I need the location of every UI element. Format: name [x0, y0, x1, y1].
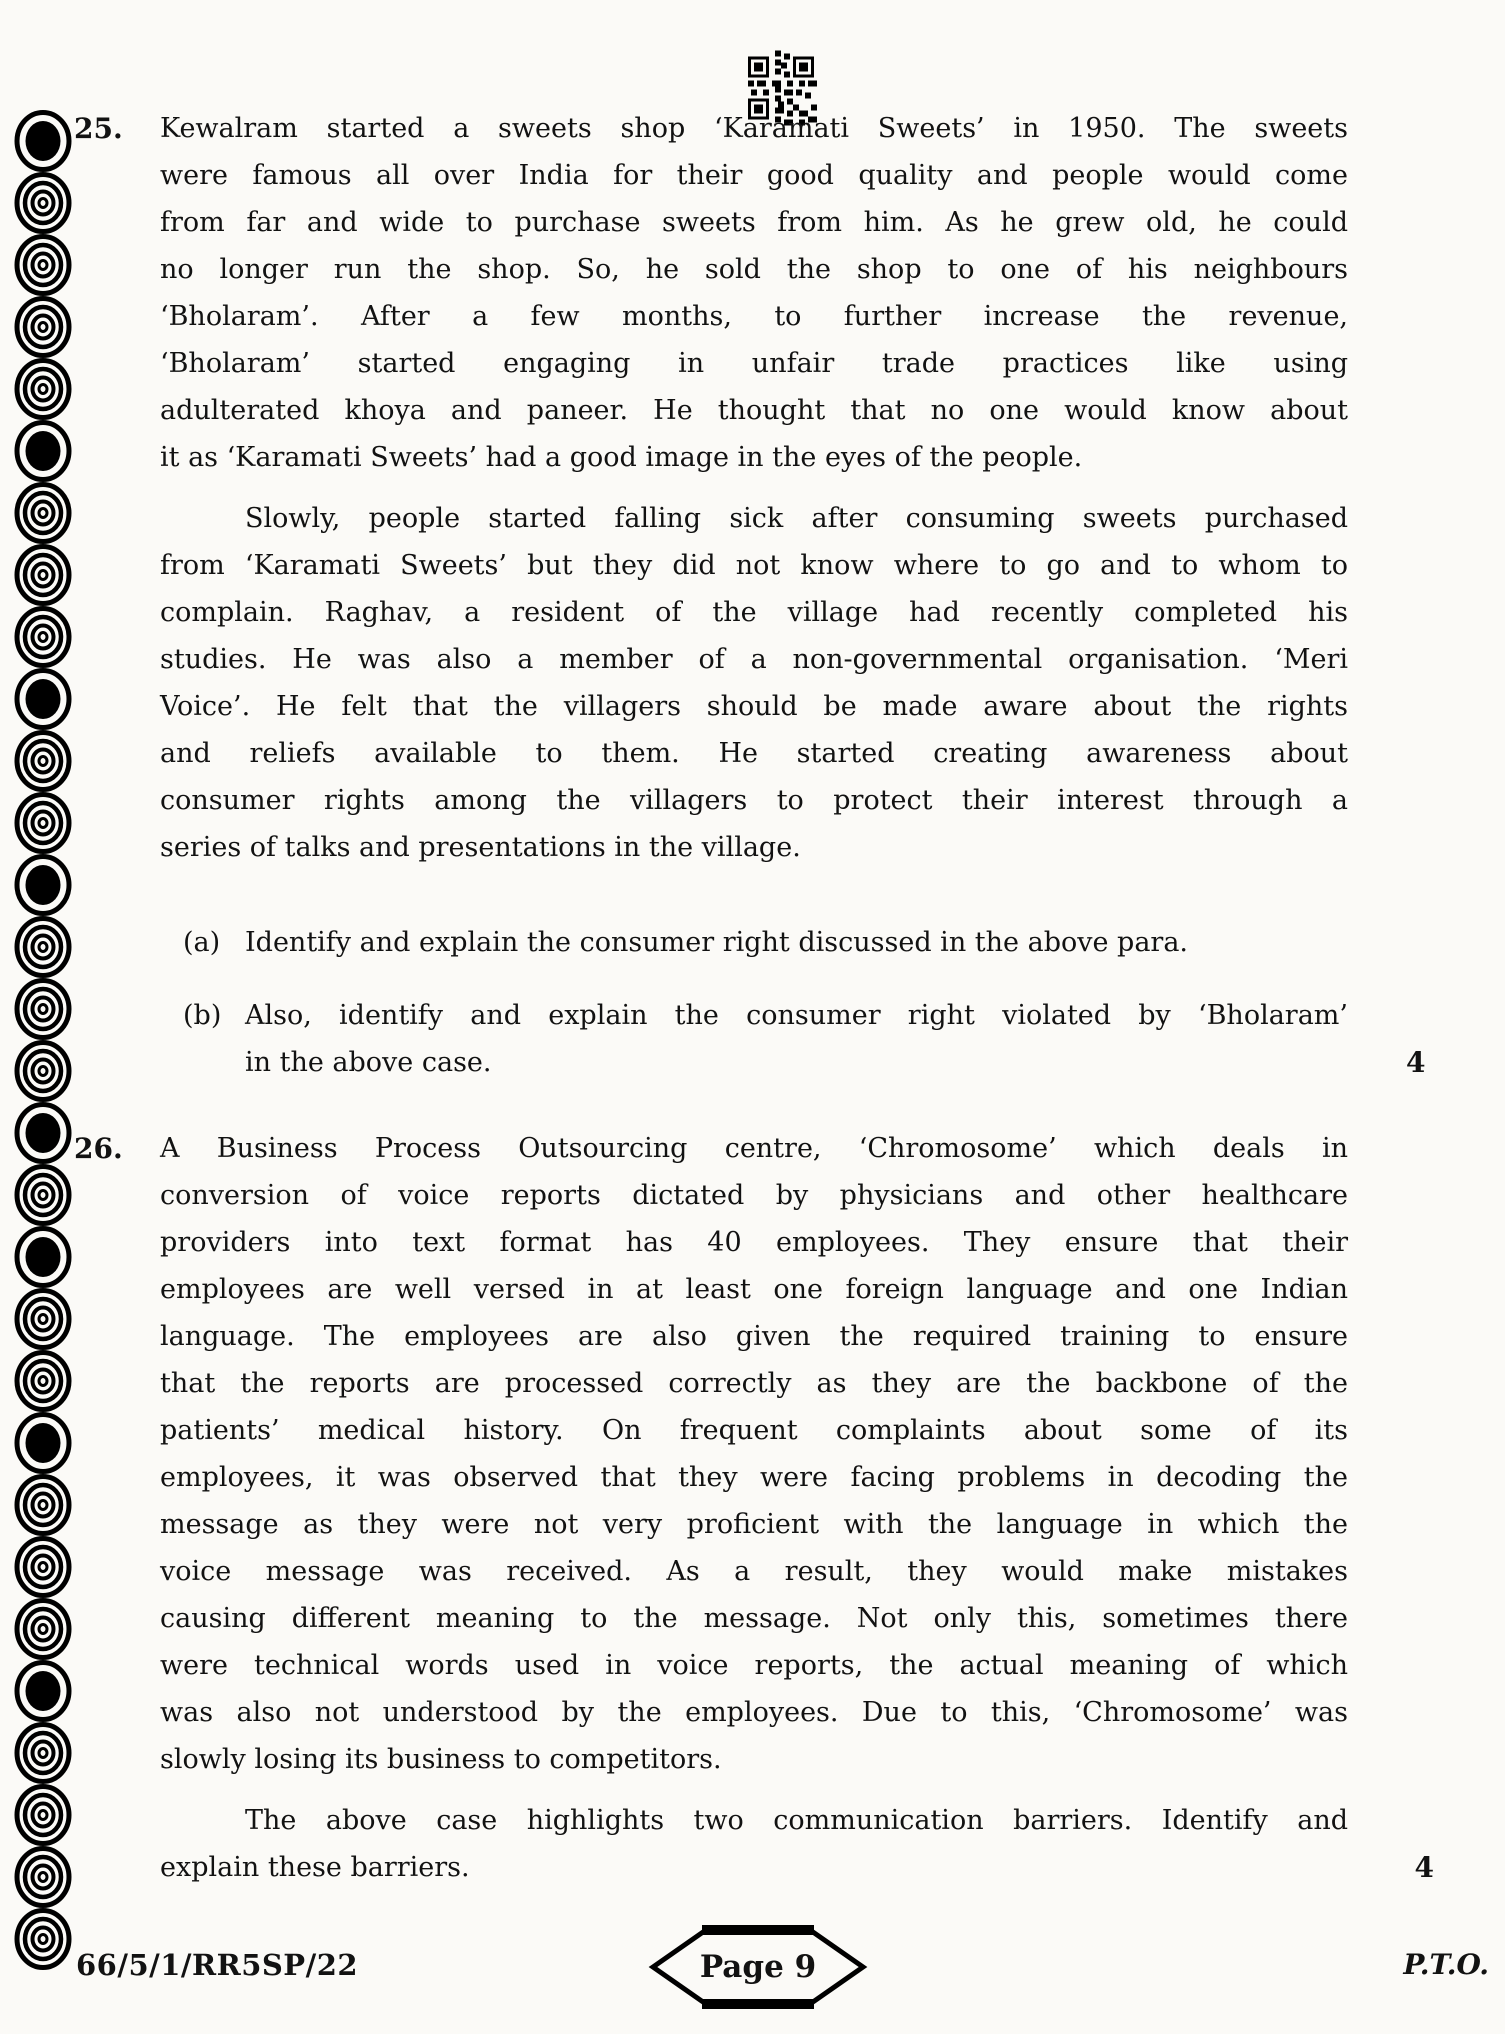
text-line: language. The employees are also given the required training to ensure — [160, 1321, 1348, 1352]
question-26-marks: 4 — [1414, 1851, 1434, 1884]
rosette-icon — [14, 792, 72, 854]
text-line: ‘Bholaram’. After a few months, to further increase the revenue, — [160, 301, 1348, 332]
question-25 — [74, 105, 1426, 1086]
text-line: in the above case. — [245, 1047, 492, 1078]
text-line: and reliefs available to them. He started creating awareness about — [160, 738, 1348, 769]
rosette-icon — [14, 1164, 72, 1226]
text-line: conversion of voice reports dictated by physicians and other healthcare — [160, 1180, 1348, 1211]
rosette-icon — [14, 1846, 72, 1908]
text-line: studies. He was also a member of a non-governmental organisation. ‘Meri — [160, 644, 1348, 675]
text-line: A Business Process Outsourcing centre, ‘Chromosome’ which deals in — [160, 1133, 1348, 1164]
text-line: causing different meaning to the message. Not only this, sometimes there — [160, 1603, 1348, 1634]
text-line: no longer run the shop. So, he sold the shop to one of his neighbours — [160, 254, 1348, 285]
rosette-icon — [14, 1722, 72, 1784]
text-line: employees are well versed in at least one foreign language and one Indian — [160, 1274, 1348, 1305]
text-line: Also, identify and explain the consumer right violated by ‘Bholaram’ — [245, 1000, 1348, 1031]
rosette-icon — [14, 1784, 72, 1846]
filled-rosette-icon — [14, 110, 72, 172]
rosette-icon — [14, 544, 72, 606]
page-number: Page 9 — [699, 1949, 817, 1985]
margin-decoration — [14, 110, 76, 1970]
part-b-label: (b) — [183, 1000, 222, 1031]
rosette-icon — [14, 296, 72, 358]
rosette-icon — [14, 172, 72, 234]
question-25-marks: 4 — [1406, 1046, 1426, 1079]
text-line: explain these barriers. — [160, 1852, 470, 1883]
question-26-number: 26. — [74, 1132, 123, 1165]
text-line: Voice’. He felt that the villagers should be made aware about the rights — [160, 691, 1348, 722]
filled-rosette-icon — [14, 1412, 72, 1474]
text-line: was also not understood by the employees. Due to this, ‘Chromosome’ was — [160, 1697, 1348, 1728]
rosette-icon — [14, 730, 72, 792]
filled-rosette-icon — [14, 420, 72, 482]
rosette-icon — [14, 1598, 72, 1660]
filled-rosette-icon — [14, 1226, 72, 1288]
rosette-icon — [14, 606, 72, 668]
rosette-icon — [14, 482, 72, 544]
question-26 — [74, 1125, 1434, 1891]
text-line: consumer rights among the villagers to protect their interest through a — [160, 785, 1348, 816]
rosette-icon — [14, 1474, 72, 1536]
question-25-part-a — [160, 919, 1348, 966]
text-line: The above case highlights two communication barriers. Identify and — [245, 1805, 1348, 1836]
question-25-paragraph-1 — [160, 105, 1348, 481]
paper-code: 66/5/1/RR5SP/22 — [76, 1948, 359, 1982]
filled-rosette-icon — [14, 854, 72, 916]
text-line: message as they were not very proficient with the language in which the — [160, 1509, 1348, 1540]
rosette-icon — [14, 978, 72, 1040]
text-line: were famous all over India for their good quality and people would come — [160, 160, 1348, 191]
text-line: employees, it was observed that they were facing problems in decoding the — [160, 1462, 1348, 1493]
part-a-text — [245, 919, 1348, 966]
text-line: Identify and explain the consumer right discussed in the above para. — [245, 927, 1189, 958]
text-line: patients’ medical history. On frequent complaints about some of its — [160, 1415, 1348, 1446]
rosette-icon — [14, 234, 72, 296]
text-line: that the reports are processed correctly as they are the backbone of the — [160, 1368, 1348, 1399]
text-line: were technical words used in voice reports, the actual meaning of which — [160, 1650, 1348, 1681]
question-26-paragraph-1 — [160, 1125, 1348, 1783]
rosette-icon — [14, 1908, 72, 1970]
rosette-icon — [14, 1350, 72, 1412]
text-line: Kewalram started a sweets shop ‘Karamati Sweets’ in 1950. The sweets — [160, 113, 1348, 144]
text-line: slowly losing its business to competitors. — [160, 1744, 722, 1775]
text-line: it as ‘Karamati Sweets’ had a good image in the eyes of the people. — [160, 442, 1083, 473]
text-line: ‘Bholaram’ started engaging in unfair trade practices like using — [160, 348, 1348, 379]
rosette-icon — [14, 1536, 72, 1598]
text-line: complain. Raghav, a resident of the village had recently completed his — [160, 597, 1348, 628]
part-a-label: (a) — [183, 927, 221, 958]
rosette-icon — [14, 358, 72, 420]
question-25-paragraph-2 — [160, 495, 1348, 871]
rosette-icon — [14, 916, 72, 978]
text-line: from ‘Karamati Sweets’ but they did not know where to go and to whom to — [160, 550, 1348, 581]
rosette-icon — [14, 1040, 72, 1102]
text-line: Slowly, people started falling sick after consuming sweets purchased — [245, 503, 1348, 534]
rosette-icon — [14, 1288, 72, 1350]
question-25-part-b — [160, 992, 1426, 1086]
question-26-paragraph-2 — [160, 1797, 1348, 1891]
text-line: series of talks and presentations in the village. — [160, 832, 801, 863]
filled-rosette-icon — [14, 1102, 72, 1164]
text-line: providers into text format has 40 employees. They ensure that their — [160, 1227, 1348, 1258]
part-b-text — [245, 992, 1348, 1086]
text-line: adulterated khoya and paneer. He thought that no one would know about — [160, 395, 1348, 426]
filled-rosette-icon — [14, 668, 72, 730]
text-line: from far and wide to purchase sweets from him. As he grew old, he could — [160, 207, 1348, 238]
pto-label: P.T.O. — [1403, 1948, 1489, 1981]
page-number-badge — [648, 1924, 868, 2010]
question-25-number: 25. — [74, 112, 123, 145]
text-line: voice message was received. As a result, they would make mistakes — [160, 1556, 1348, 1587]
filled-rosette-icon — [14, 1660, 72, 1722]
